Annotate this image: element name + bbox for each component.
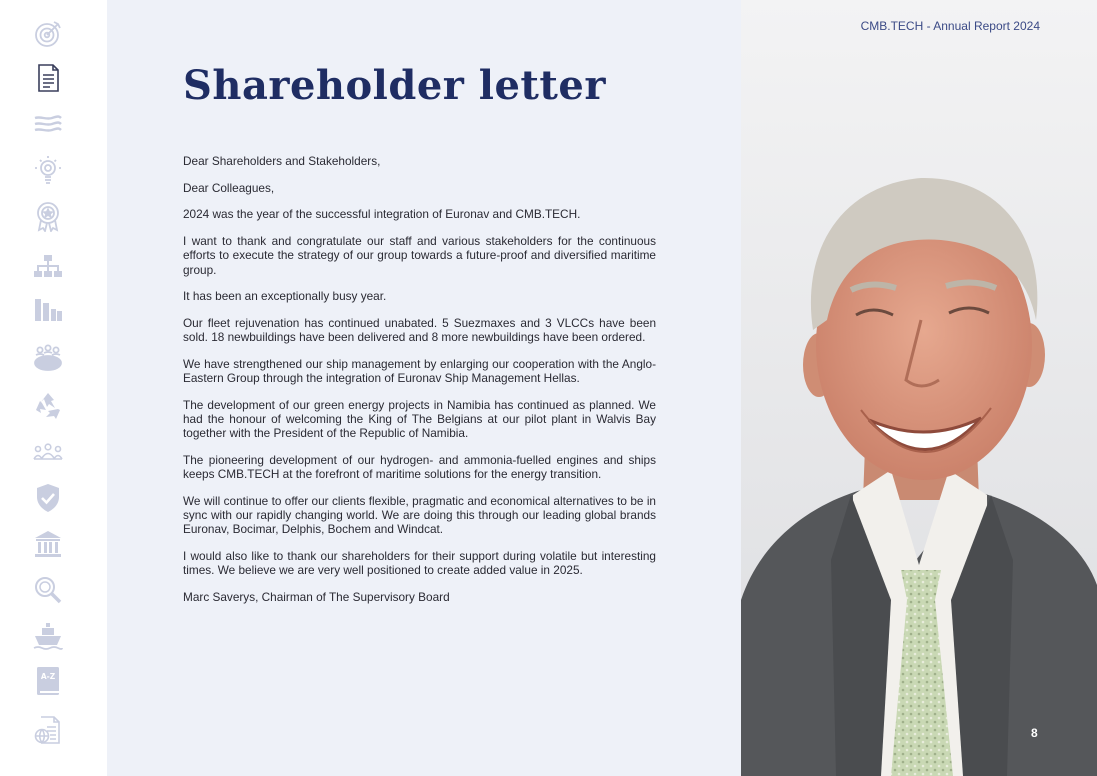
recycle-icon[interactable] xyxy=(28,389,68,423)
org-chart-icon[interactable] xyxy=(28,249,68,283)
bank-icon[interactable] xyxy=(28,527,68,561)
letter-paragraph: Our fleet rejuvenation has continued unabated. 5 Suezmaxes and 3 VLCCs have been sold. 18 newbuildings have been delivered and 8 more newbuildings have been ordered. xyxy=(183,315,656,345)
ship-icon[interactable] xyxy=(28,619,68,653)
letter-paragraph: Dear Shareholders and Stakeholders, xyxy=(183,154,381,168)
page-number: 8 xyxy=(1031,726,1038,740)
target-icon[interactable] xyxy=(28,17,68,51)
shield-check-icon[interactable] xyxy=(28,481,68,515)
portrait-illustration xyxy=(741,0,1097,776)
award-icon[interactable] xyxy=(28,199,68,233)
page-title: Shareholder letter xyxy=(183,62,606,109)
letter-paragraph: Dear Colleagues, xyxy=(183,180,275,195)
glossary-icon[interactable] xyxy=(28,664,68,698)
lightbulb-icon[interactable] xyxy=(28,153,68,187)
letter-paragraph: 2024 was the year of the successful integration of Euronav and CMB.TECH. xyxy=(183,207,581,222)
letter-content xyxy=(107,0,741,776)
letter-paragraph: We have strengthened our ship management by enlarging our cooperation with the Anglo-Eastern Group through the integration of Euronav Ship Management Hellas. xyxy=(183,356,656,386)
letter-paragraph: We will continue to offer our clients flexible, pragmatic and economical alternatives to be in sync with our rapidly changing world. We are doing this through our leading global brands Euronav, Bocimar, Delphis, Bochem and Windcat. xyxy=(183,493,656,537)
document-icon[interactable] xyxy=(28,61,68,95)
people-icon[interactable] xyxy=(28,435,68,469)
bar-chart-icon[interactable] xyxy=(28,292,68,326)
letter-paragraph: It has been an exceptionally busy year. xyxy=(183,289,387,304)
meeting-icon[interactable] xyxy=(28,341,68,375)
letter-paragraph: The pioneering development of our hydrogen- and ammonia-fuelled engines and ships keeps CMB.TECH at the forefront of maritime solutions for the energy transition. xyxy=(183,452,656,482)
letter-paragraph: I would also like to thank our shareholders for their support during volatile but interesting times. We believe we are very well positioned to create added value in 2025. xyxy=(183,548,656,578)
sidebar-nav xyxy=(0,0,107,776)
report-header: CMB.TECH - Annual Report 2024 xyxy=(860,19,1040,33)
web-document-icon[interactable] xyxy=(28,713,68,747)
waves-icon[interactable] xyxy=(28,107,68,141)
letter-body xyxy=(183,154,656,616)
chairman-portrait xyxy=(741,0,1097,776)
magnifier-icon[interactable] xyxy=(28,573,68,607)
letter-signature: Marc Saverys, Chairman of The Supervisory Board xyxy=(183,589,450,604)
glossary-icon-label: A-Z xyxy=(40,672,56,681)
letter-paragraph: The development of our green energy projects in Namibia has continued as planned. We had the honour of welcoming the King of The Belgians at our pilot plant in Walvis Bay together with the President of the Republic of Namibia. xyxy=(183,397,656,441)
letter-paragraph: I want to thank and congratulate our staff and various stakeholders for the continuous efforts to execute the strategy of our group towards a future-proof and diversified maritime group. xyxy=(183,234,656,277)
